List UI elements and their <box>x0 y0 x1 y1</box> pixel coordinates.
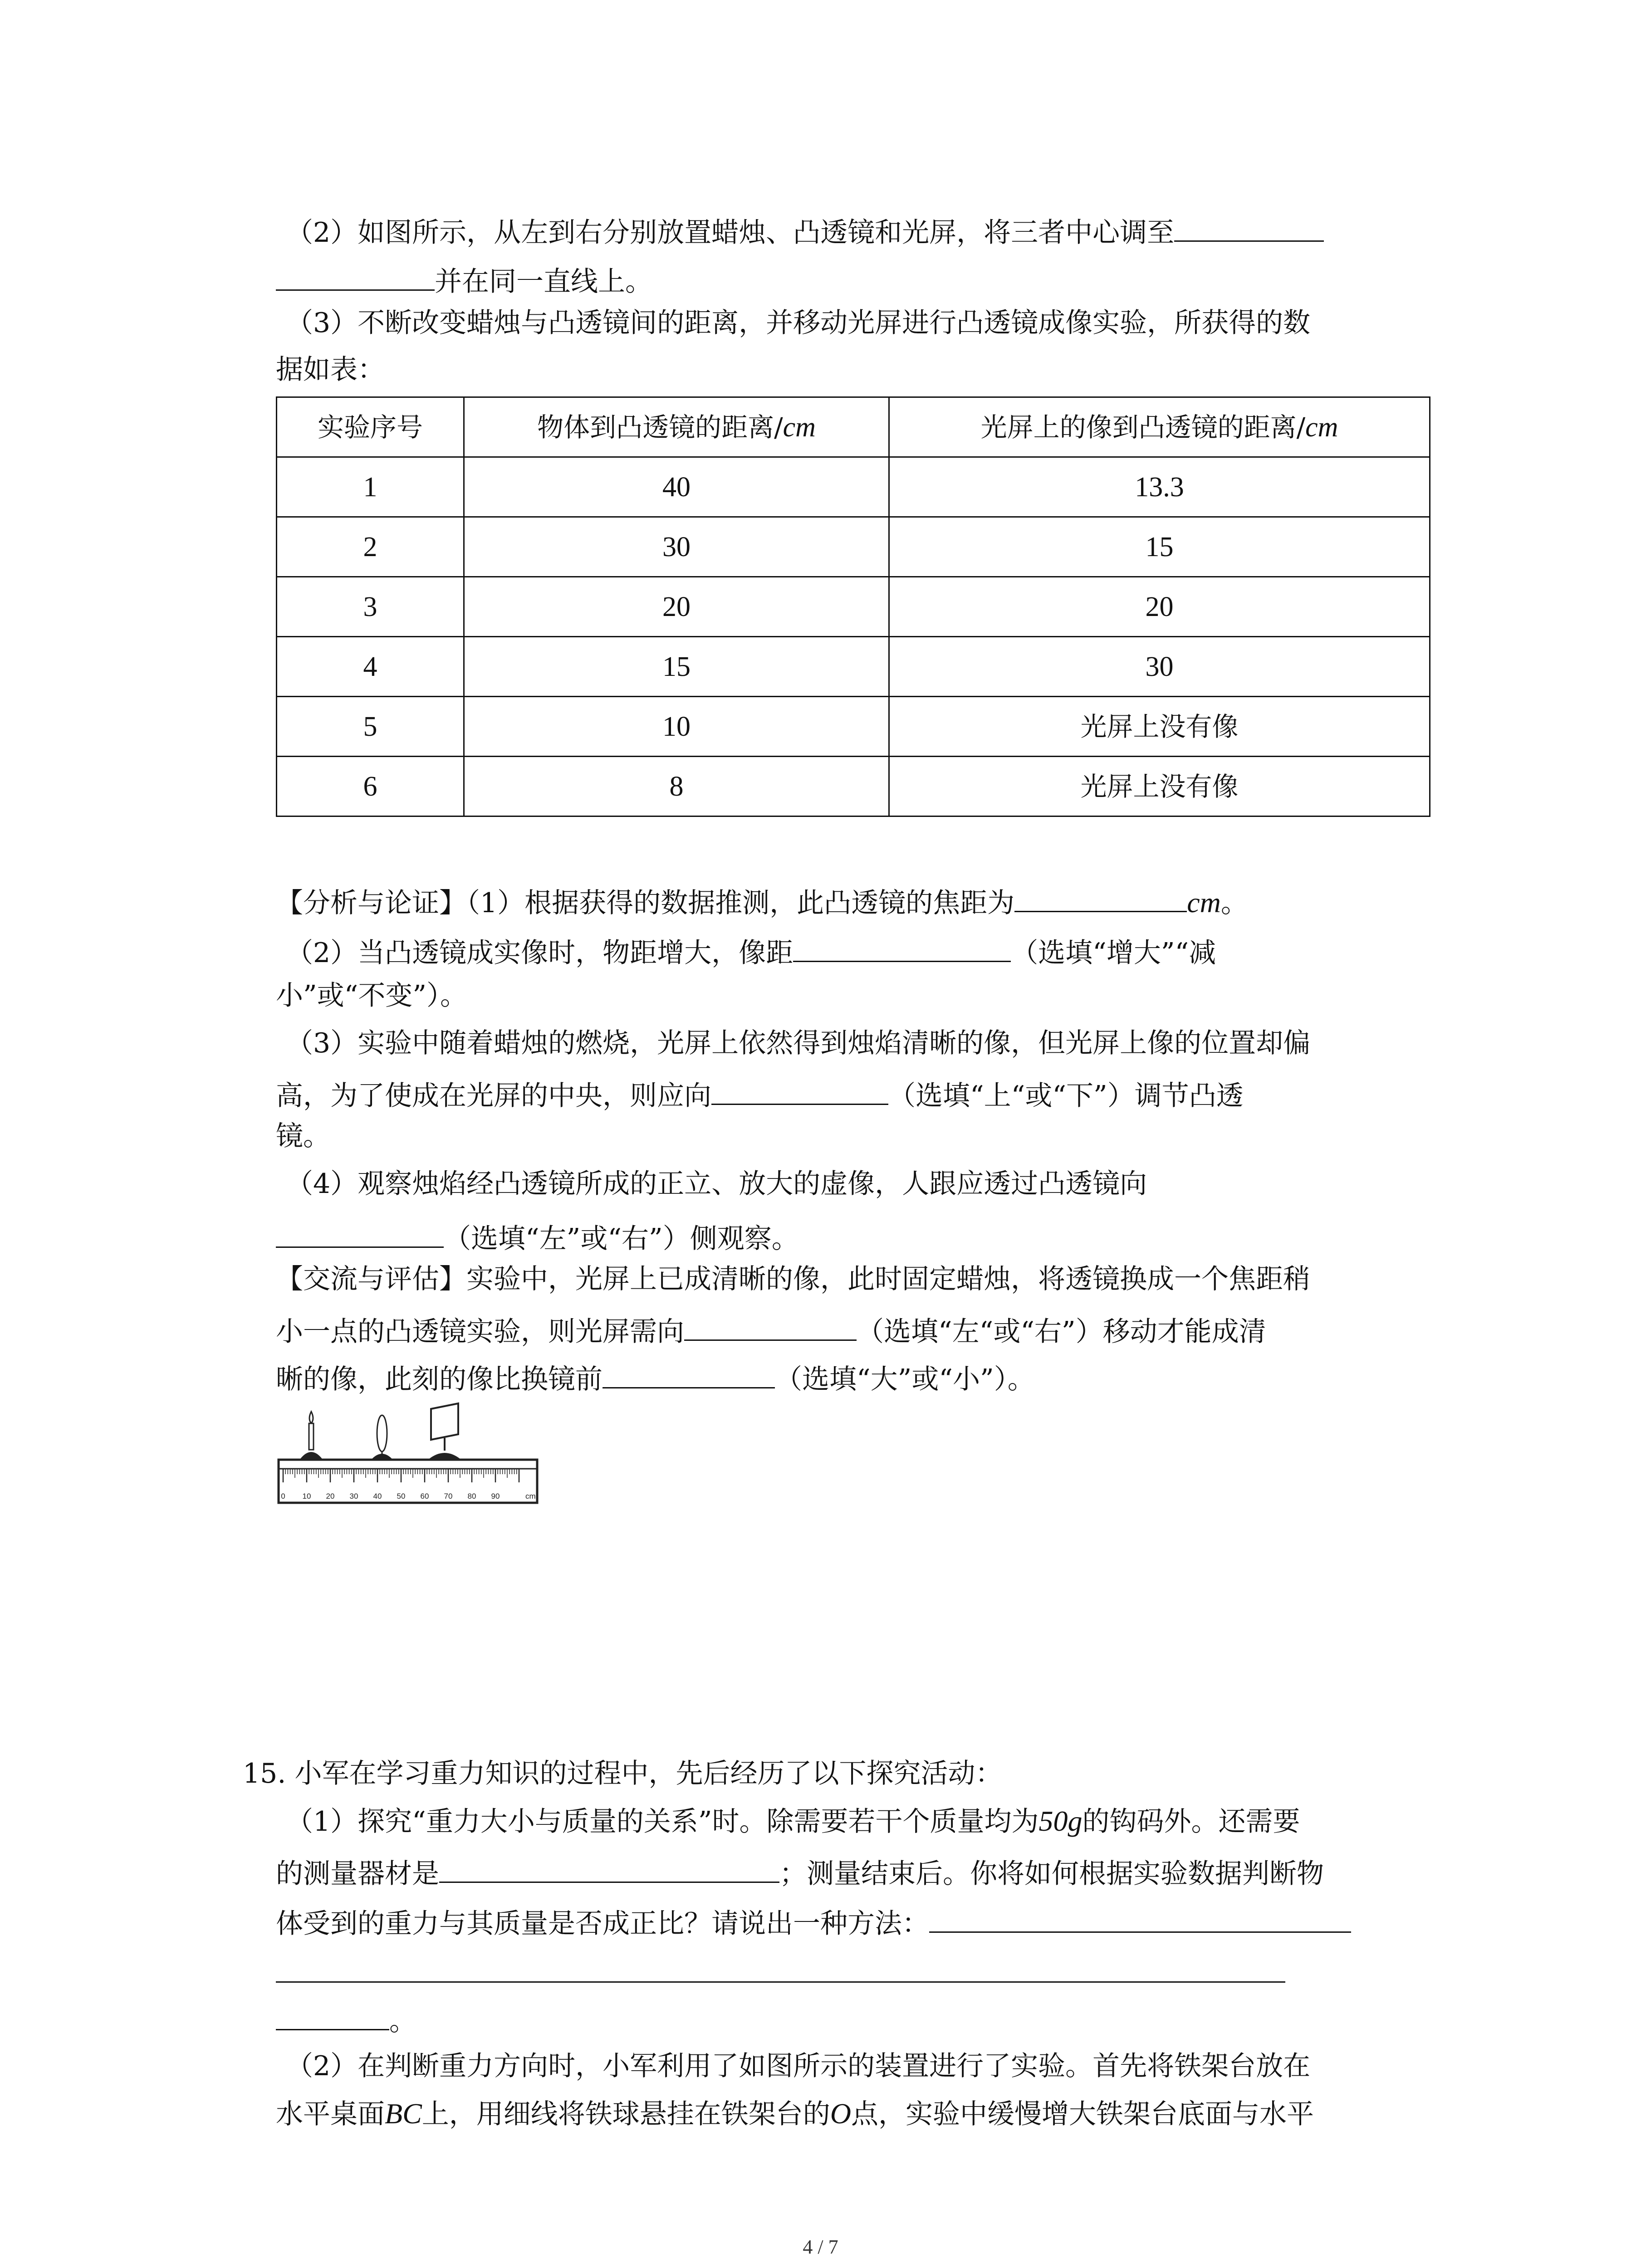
q15-p2-text-4: 点，实验中缓慢增大铁架台底面与水平 <box>851 2098 1314 2130</box>
evaluation-options-1: （选填“左“或“右”）移动才能成清 <box>857 1316 1266 1348</box>
analysis-3-text: （3）实验中随着蜡烛的燃烧，光屏上依然得到烛焰清晰的像，但光屏上像的位置却偏 <box>286 1027 1311 1059</box>
analysis-2-text: （2）当凸透镜成实像时，物距增大，像距 <box>286 937 794 969</box>
evaluation-text-2: 小一点的凸透镜实验，则光屏需向 <box>276 1316 684 1348</box>
analysis-1-line <box>276 880 1248 921</box>
table-row <box>277 517 1430 577</box>
answer-blank-q2-b[interactable] <box>276 259 435 291</box>
analysis-4-line-1 <box>286 1166 1147 1202</box>
q3-continuation: 据如表： <box>276 354 385 386</box>
question-15-part-1-line-5 <box>276 1998 416 2039</box>
ruler-tick-label: 30 <box>349 1492 358 1501</box>
cell-index: 4 <box>277 637 464 697</box>
ruler-tick-label: 40 <box>373 1492 382 1501</box>
q2-line-2 <box>276 259 652 300</box>
q3-line-1 <box>286 305 1310 341</box>
cell-image-distance: 20 <box>889 577 1430 637</box>
analysis-2-continuation: 小”或“不变”）。 <box>276 980 468 1012</box>
q15-mass-value: 50g <box>1038 1805 1083 1837</box>
optical-bench-figure <box>277 1402 540 1510</box>
q2-line-1 <box>286 210 1324 251</box>
cell-image-distance: 光屏上没有像 <box>889 697 1430 757</box>
ruler-tick-label: 20 <box>326 1492 335 1501</box>
q2-continuation: 并在同一直线上。 <box>435 266 652 298</box>
cell-object-distance: 20 <box>464 577 889 637</box>
q15-point-label: O <box>830 2097 851 2130</box>
ruler-tick-label: 90 <box>491 1492 500 1501</box>
analysis-3-line-2 <box>276 1073 1244 1114</box>
q15-p2-text: （2）在判断重力方向时，小军利用了如图所示的装置进行了实验。首先将铁架台放在 <box>286 2050 1311 2082</box>
question-15-part-1-line-1 <box>286 1803 1300 1840</box>
cell-image-distance: 15 <box>889 517 1430 577</box>
lens-data-table <box>276 396 1430 817</box>
candle-icon <box>300 1412 322 1459</box>
question-15-text: 15. 小军在学习重力知识的过程中，先后经历了以下探究活动： <box>243 1758 1003 1789</box>
cell-image-distance: 光屏上没有像 <box>889 757 1430 816</box>
header-image-distance: 光屏上的像到凸透镜的距离/cm <box>889 397 1430 457</box>
analysis-4-options: （选填“左”或“右”）侧观察。 <box>444 1223 799 1255</box>
answer-blank-image-size[interactable] <box>603 1356 775 1388</box>
answer-blank-method-a[interactable] <box>929 1901 1351 1933</box>
cell-object-distance: 30 <box>464 517 889 577</box>
q2-text: （2）如图所示，从左到右分别放置蜡烛、凸透镜和光屏，将三者中心调至 <box>286 217 1175 249</box>
evaluation-options-2: （选填“大”或“小”）。 <box>775 1364 1035 1395</box>
analysis-4-line-2 <box>276 1216 799 1257</box>
cell-object-distance: 15 <box>464 637 889 697</box>
answer-blank-method-b[interactable] <box>276 1950 1285 1983</box>
answer-blank-q2-a[interactable] <box>1174 210 1324 242</box>
cell-image-distance: 30 <box>889 637 1430 697</box>
evaluation-text-3: 晰的像，此刻的像比换镜前 <box>276 1364 603 1395</box>
analysis-1-text: 【分析与论证】（1）根据获得的数据推测，此凸透镜的焦距为 <box>276 887 1015 919</box>
analysis-4-text: （4）观察烛焰经凸透镜所成的正立、放大的虚像，人跟应透过凸透镜向 <box>286 1168 1147 1200</box>
analysis-2-options: （选填“增大”“减 <box>1011 937 1216 969</box>
cell-index: 6 <box>277 757 464 816</box>
evaluation-line-1 <box>276 1261 1310 1297</box>
cell-index: 3 <box>277 577 464 637</box>
cell-object-distance: 40 <box>464 457 889 517</box>
ruler-tick-label: 80 <box>467 1492 476 1501</box>
ruler-tick-label: 60 <box>420 1492 429 1501</box>
q15-p1-text: （1）探究“重力大小与质量的关系”时。除需要若干个质量均为 <box>286 1806 1039 1838</box>
q15-p2-text-2: 水平桌面 <box>276 2098 385 2130</box>
q15-p2-text-3: 上，用细线将铁球悬挂在铁架台的 <box>421 2098 830 2130</box>
ruler-tick-label: 10 <box>302 1492 311 1501</box>
table-header-row <box>277 397 1430 457</box>
q15-p1-period: 。 <box>389 2005 416 2037</box>
cell-index: 2 <box>277 517 464 577</box>
cell-object-distance: 8 <box>464 757 889 816</box>
answer-blank-image-distance[interactable] <box>793 930 1011 962</box>
question-15-part-1-line-4 <box>276 1950 1285 1992</box>
cell-index: 1 <box>277 457 464 517</box>
cell-index: 5 <box>277 697 464 757</box>
light-screen-icon <box>429 1403 460 1459</box>
answer-blank-viewing-side[interactable] <box>276 1216 444 1248</box>
header-object-distance: 物体到凸透镜的距离/cm <box>464 397 889 457</box>
analysis-3-line-3 <box>276 1118 330 1154</box>
table-row <box>277 697 1430 757</box>
q15-p1-text-4: ；测量结束后。你将如何根据实验数据判断物 <box>779 1858 1324 1890</box>
cell-object-distance: 10 <box>464 697 889 757</box>
question-15-part-2-line-2 <box>276 2096 1314 2132</box>
table-row <box>277 637 1430 697</box>
cell-image-distance: 13.3 <box>889 457 1430 517</box>
question-15-title <box>243 1755 1003 1792</box>
ruler-tick-label: 0 <box>281 1492 285 1501</box>
q15-p1-question: 体受到的重力与其质量是否成正比？请说出一种方法： <box>276 1908 929 1940</box>
answer-blank-lens-direction[interactable] <box>711 1073 888 1105</box>
evaluation-text: 【交流与评估】实验中，光屏上已成清晰的像，此时固定蜡烛，将透镜换成一个焦距稍 <box>276 1263 1310 1295</box>
evaluation-line-2 <box>276 1309 1266 1350</box>
question-15-part-1-line-2 <box>276 1851 1324 1892</box>
evaluation-line-3 <box>276 1356 1035 1398</box>
question-15-part-2-line-1 <box>286 2048 1310 2084</box>
analysis-1-period: 。 <box>1220 887 1248 919</box>
answer-blank-method-c[interactable] <box>276 1998 389 2030</box>
answer-blank-screen-direction[interactable] <box>684 1309 857 1341</box>
q3-text: （3）不断改变蜡烛与凸透镜间的距离，并移动光屏进行凸透镜成像实验，所获得的数 <box>286 307 1311 339</box>
q15-p1-text-2: 的钩码外。还需要 <box>1082 1806 1300 1838</box>
convex-lens-icon <box>372 1415 392 1459</box>
table-row <box>277 577 1430 637</box>
analysis-3-line-1 <box>286 1025 1310 1061</box>
analysis-3-text-2: 高，为了使成在光屏的中央，则应向 <box>276 1080 711 1112</box>
analysis-3-options: （选填“上“或“下”）调节凸透 <box>888 1080 1244 1112</box>
question-15-part-1-line-3 <box>276 1901 1351 1942</box>
answer-blank-instrument[interactable] <box>439 1851 779 1883</box>
table-row <box>277 457 1430 517</box>
analysis-1-unit: cm <box>1187 886 1221 919</box>
analysis-2-line-1 <box>286 930 1216 971</box>
table-row <box>277 757 1430 816</box>
q3-line-2 <box>276 352 385 388</box>
ruler-tick-label: 50 <box>397 1492 406 1501</box>
answer-blank-focal-length[interactable] <box>1014 880 1187 912</box>
ruler-unit-label: cm <box>525 1492 536 1501</box>
analysis-3-continuation: 镜。 <box>276 1120 330 1152</box>
q15-p1-text-3: 的测量器材是 <box>276 1858 439 1890</box>
q15-surface-label: BC <box>385 2097 422 2130</box>
header-index: 实验序号 <box>277 397 464 457</box>
page-number: 4 / 7 <box>803 2236 838 2258</box>
ruler-tick-label: 70 <box>444 1492 453 1501</box>
analysis-2-line-2 <box>276 978 467 1014</box>
